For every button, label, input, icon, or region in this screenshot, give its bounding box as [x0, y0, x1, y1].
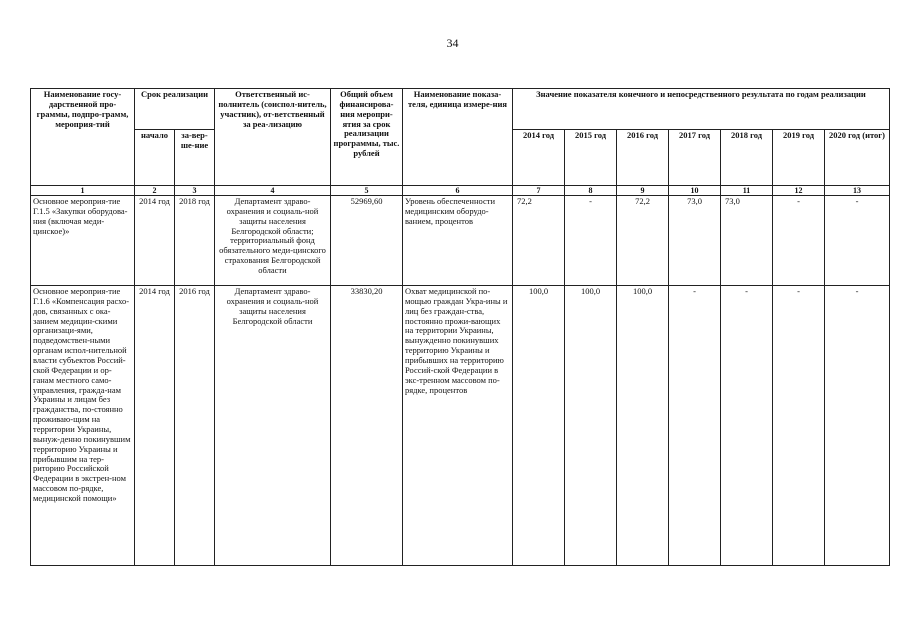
row-value-2018: - [721, 286, 773, 566]
row-value-2016: 100,0 [617, 286, 669, 566]
header-year-2016: 2016 год [617, 130, 669, 186]
column-number: 6 [403, 186, 513, 196]
column-number: 1 [30, 186, 135, 196]
row-value-2015: - [565, 196, 617, 286]
row-start: 2014 год [135, 196, 175, 286]
page-number: 34 [446, 36, 459, 50]
row-name: Основное мероприя-тие Г.1.6 «Компенсация расхо-дов, связанных с ока-занием медицин-скими организаци-ями, подведомствен-ными органам испол-нительной власти субъектов Россий-ской Федерации и ор-ганам местного само-управления, гражда-нам Украины и лицам без гражданства, по-стоянно проживаю-щим на территории Украины, вынуж-денно покинувшим территорию Украины и прибывшим на тер-риторию Российской Федерации в экстрен-ном массовом по-рядке, медицинской помощи» [30, 286, 135, 566]
column-number: 7 [513, 186, 565, 196]
header-responsible: Ответственный ис-полнитель (соиспол-нитель, участник), от-ветственный за реа-лизацию [215, 88, 331, 186]
row-indicator: Охват медицинской по-мощью граждан Укра-ины и лиц без граждан-ства, постоянно прожи-вающих на территории Украины, вынужденно покинувших территорию Украины и прибывших на территорию Россий-ской Федерации в экс-тренном массовом по-рядке, процентов [403, 286, 513, 566]
program-table [30, 88, 885, 566]
row-value-2014: 72,2 [513, 196, 565, 286]
header-funding: Общий объем финансирова-ния меропри-ятия за срок реализации программы, тыс. рублей [331, 88, 403, 186]
row-value-2016: 72,2 [617, 196, 669, 286]
row-funding: 52969,60 [331, 196, 403, 286]
header-year-2018: 2018 год [721, 130, 773, 186]
column-number: 8 [565, 186, 617, 196]
row-end: 2016 год [175, 286, 215, 566]
row-responsible: Департамент здраво-охранения и социаль-ной защиты населения Белгородской области [215, 286, 331, 566]
header-indicator: Наименование показа-теля, единица измере-ния [403, 88, 513, 186]
row-value-2020: - [825, 286, 890, 566]
row-value-2015: 100,0 [565, 286, 617, 566]
header-year-2015: 2015 год [565, 130, 617, 186]
header-year-2014: 2014 год [513, 130, 565, 186]
row-start: 2014 год [135, 286, 175, 566]
row-end: 2018 год [175, 196, 215, 286]
row-name: Основное мероприя-тие Г.1.5 «Закупки оборудова-ния (включая меди-цинское)» [30, 196, 135, 286]
row-value-2014: 100,0 [513, 286, 565, 566]
column-number: 10 [669, 186, 721, 196]
row-value-2018: 73,0 [721, 196, 773, 286]
row-value-2020: - [825, 196, 890, 286]
header-period: Срок реализации [135, 88, 215, 130]
header-end: за-вер-ше-ние [175, 130, 215, 186]
column-number: 3 [175, 186, 215, 196]
header-year-2019: 2019 год [773, 130, 825, 186]
row-responsible: Департамент здраво-охранения и социаль-ной защиты населения Белгородской области; территориальный фонд обязательного меди-цинского страхования Белгородской области [215, 196, 331, 286]
column-number: 9 [617, 186, 669, 196]
column-number: 11 [721, 186, 773, 196]
column-number: 12 [773, 186, 825, 196]
column-number: 5 [331, 186, 403, 196]
column-number: 2 [135, 186, 175, 196]
column-number: 4 [215, 186, 331, 196]
row-value-2019: - [773, 196, 825, 286]
row-value-2017: - [669, 286, 721, 566]
column-number: 13 [825, 186, 890, 196]
row-indicator: Уровень обеспеченности медицинским оборудо-ванием, процентов [403, 196, 513, 286]
header-start: начало [135, 130, 175, 186]
header-year-2020: 2020 год (итог) [825, 130, 890, 186]
header-year-2017: 2017 год [669, 130, 721, 186]
header-values-title: Значение показателя конечного и непосредственного результата по годам реализации [513, 88, 890, 130]
row-funding: 33830,20 [331, 286, 403, 566]
row-value-2019: - [773, 286, 825, 566]
header-name: Наименование госу-дарственной про-граммы, подпро-грамм, мероприя-тий [30, 88, 135, 186]
row-value-2017: 73,0 [669, 196, 721, 286]
